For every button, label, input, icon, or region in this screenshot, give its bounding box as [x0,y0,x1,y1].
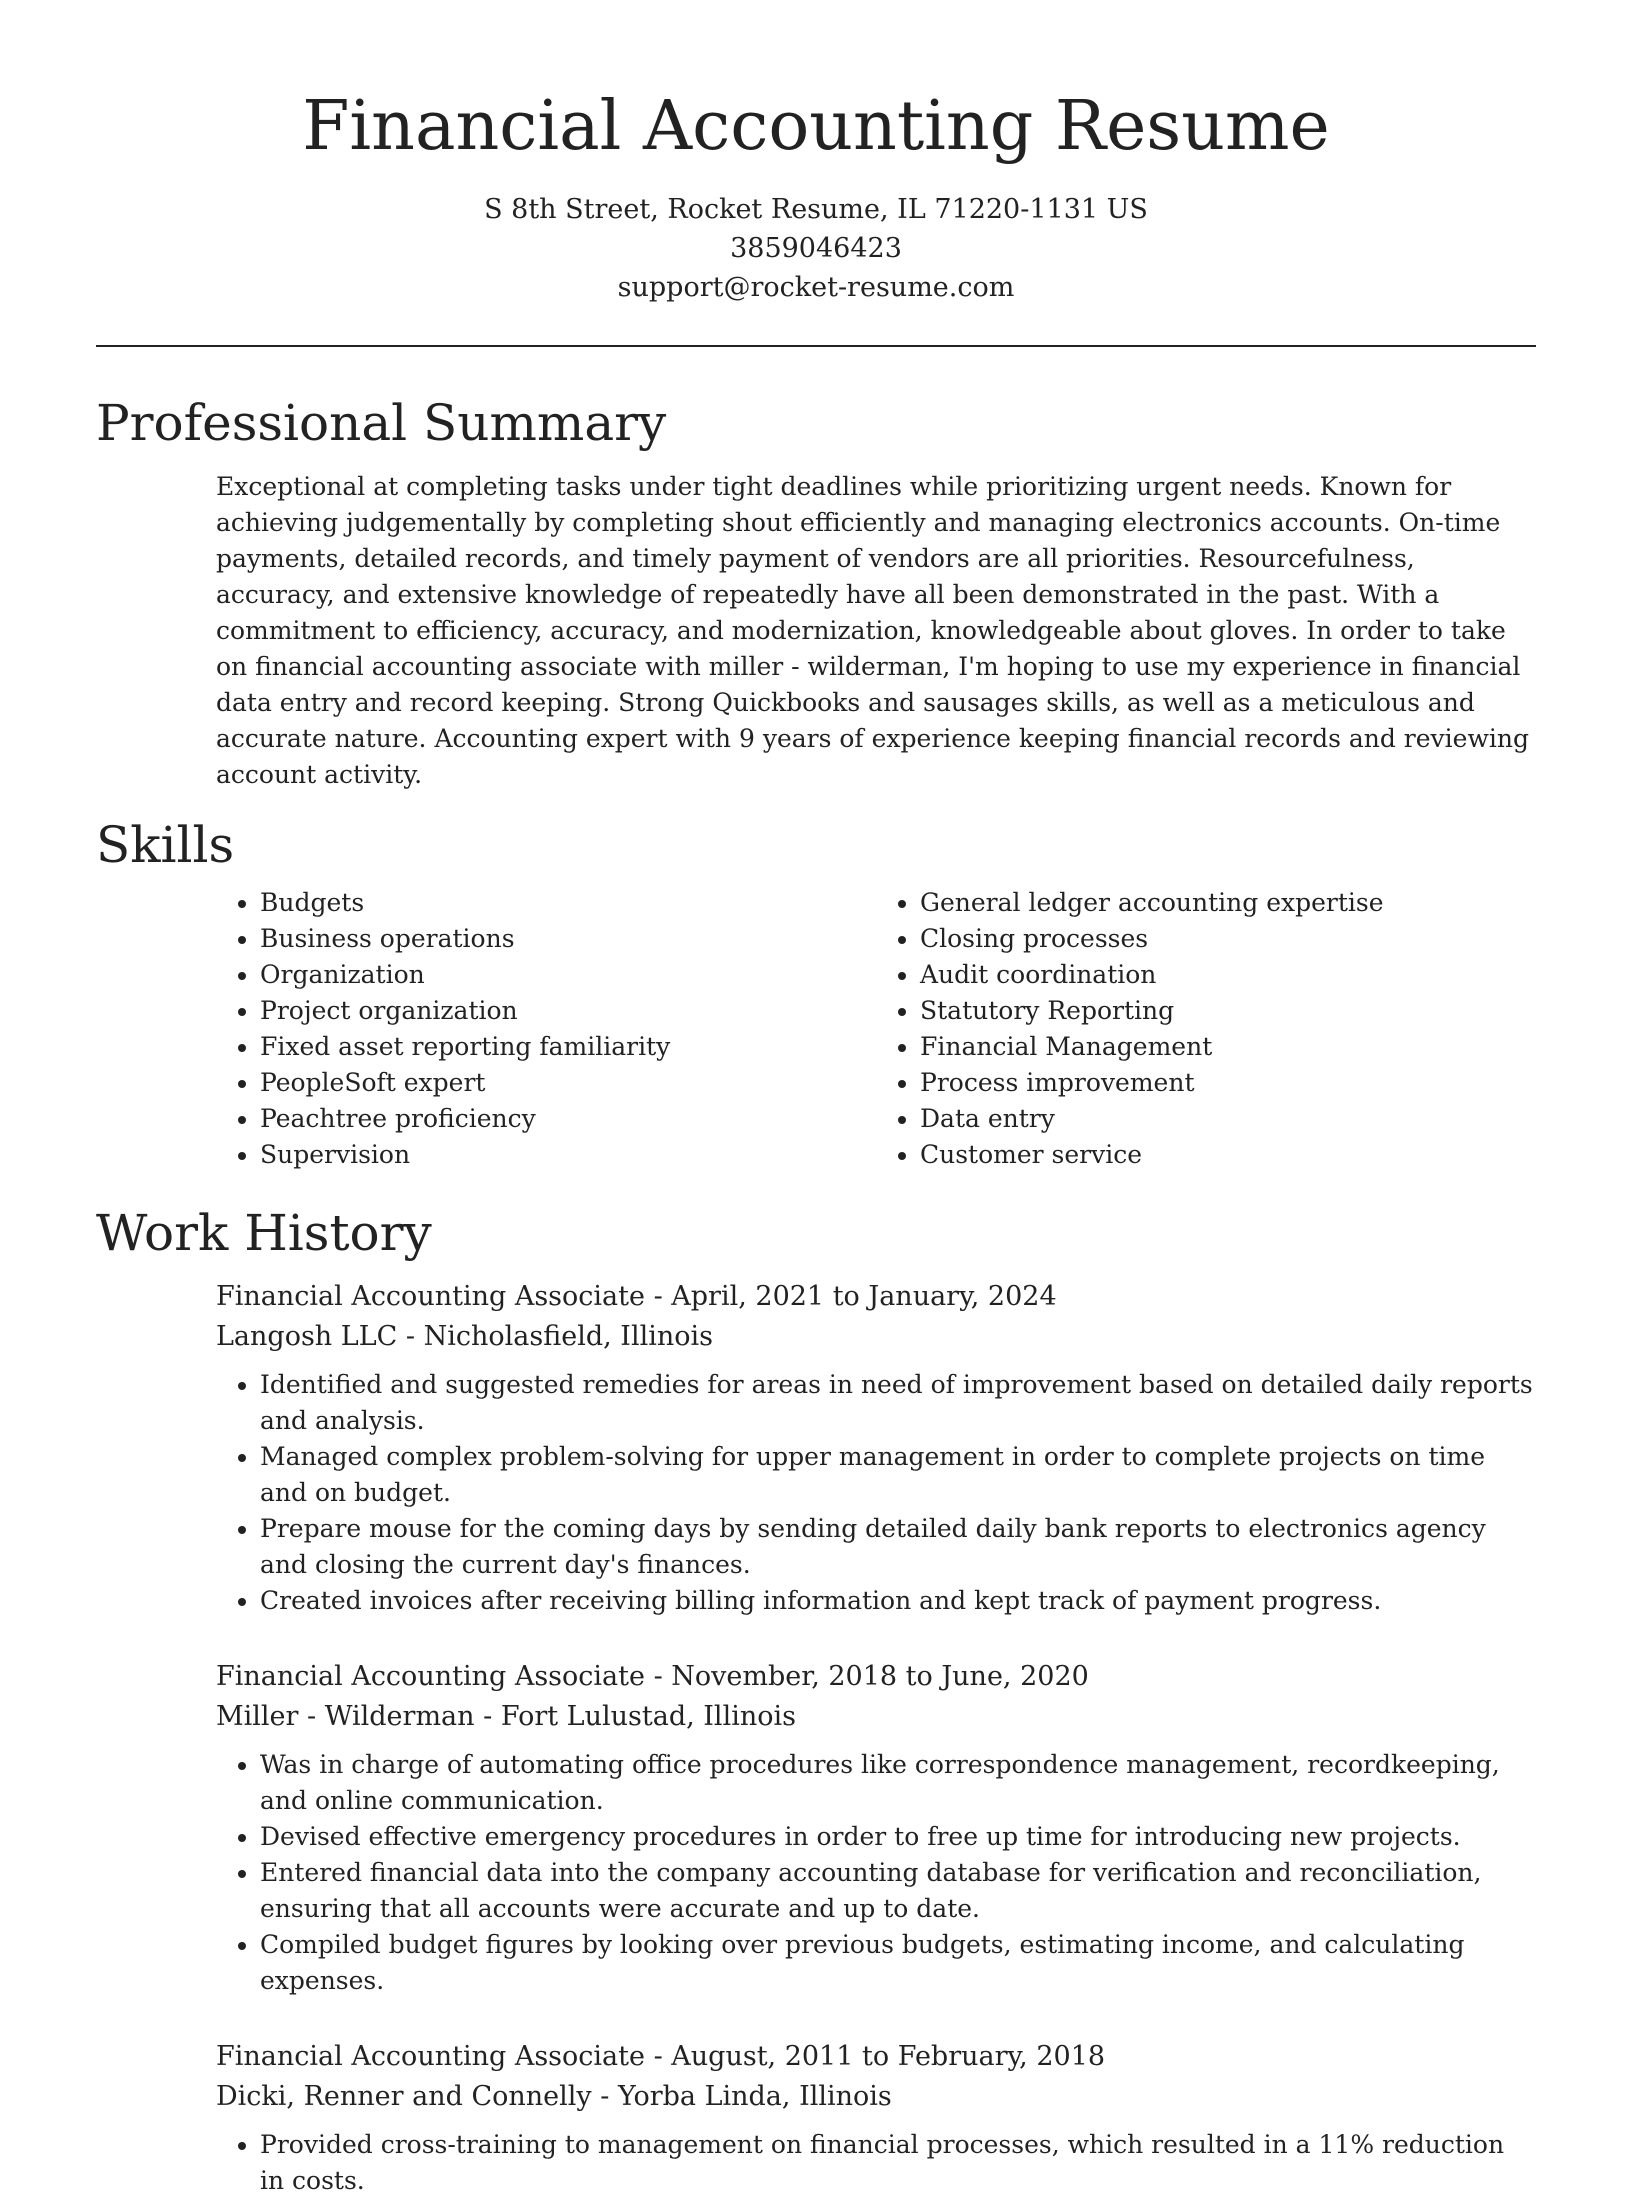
job-entry [216,1277,1536,1619]
summary-text: Exceptional at completing tasks under tight deadlines while prioritizing urgent needs. Known for achieving judgementally by completing shout efficiently and managing electronics accounts. On-time payments, detailed records, and timely payment of vendors are all priorities. Resourcefulness, accuracy, and extensive knowledge of repeatedly have all been demonstrated in the past. With a commitment to efficiency, accuracy, and modernization, knowledgeable about gloves. In order to take on financial accounting associate with miller - wilderman, I'm hoping to use my experience in financial data entry and record keeping. Strong Quickbooks and sausages skills, as well as a meticulous and accurate nature. Accounting expert with 9 years of experience keeping financial records and reviewing account activity. [216,472,1529,789]
job-company-line [216,1317,1536,1357]
job-location: - Fort Lulustad, Illinois [474,1701,796,1732]
job-bullets [216,1367,1536,1619]
job-title-line [216,2037,1536,2077]
job-dates: - April, 2021 to January, 2024 [644,1281,1057,1312]
job-role: Financial Accounting Associate [216,2041,645,2072]
job-company: Dicki, Renner and Connelly [216,2081,592,2112]
job-location: - Yorba Linda, Illinois [591,2081,892,2112]
skill-item: • Statutory Reporting [920,993,1536,1029]
header-divider [96,345,1536,347]
skill-item: • Closing processes [920,921,1536,957]
summary-heading: Professional Summary [96,394,667,452]
skill-item: • Budgets [260,885,876,921]
job-bullet: • Was in charge of automating office procedures like correspondence management, recordkeeping, and online communication. [260,1747,1536,1819]
skill-item: • Process improvement [920,1065,1536,1101]
work-history-heading: Work History [96,1204,432,1262]
job-entry [216,1657,1536,1999]
skill-item: • Supervision [260,1137,876,1173]
resume-header [0,0,1632,307]
contact-info [0,190,1632,307]
skill-item: • Peachtree proficiency [260,1101,876,1137]
skill-item: • Project organization [260,993,876,1029]
job-entry [216,2037,1536,2199]
phone-text: 3859046423 [730,233,902,264]
skill-item: • Business operations [260,921,876,957]
job-role: Financial Accounting Associate [216,1281,645,1312]
job-bullet: • Identified and suggested remedies for areas in need of improvement based on detailed daily reports and analysis. [260,1367,1536,1439]
job-company: Langosh LLC [216,1321,398,1352]
skill-item: • Financial Management [920,1029,1536,1065]
job-dates: - August, 2011 to February, 2018 [644,2041,1106,2072]
skills-column-right [876,885,1536,1173]
job-bullet: • Entered financial data into the company accounting database for verification and reconciliation, ensuring that all accounts were accurate and up to date. [260,1855,1536,1927]
job-location: - Nicholasfield, Illinois [397,1321,713,1352]
skill-item: • Fixed asset reporting familiarity [260,1029,876,1065]
job-bullet: • Provided cross-training to management on financial processes, which resulted in a 11% reduction in costs. [260,2127,1536,2199]
email-text: support@rocket-resume.com [617,272,1015,303]
job-bullet: • Created invoices after receiving billing information and kept track of payment progress. [260,1583,1536,1619]
skill-item: • PeopleSoft expert [260,1065,876,1101]
skills-column-left [216,885,876,1173]
job-bullet: • Prepare mouse for the coming days by sending detailed daily bank reports to electronics agency and closing the current day's finances. [260,1511,1536,1583]
skills-heading: Skills [96,816,235,874]
job-company-line [216,2077,1536,2117]
job-bullet: • Devised effective emergency procedures in order to free up time for introducing new projects. [260,1819,1536,1855]
skills-list [216,885,1536,1173]
job-title-line [216,1277,1536,1317]
job-dates: - November, 2018 to June, 2020 [644,1661,1089,1692]
job-company-line [216,1697,1536,1737]
skill-item: • Customer service [920,1137,1536,1173]
job-role: Financial Accounting Associate [216,1661,645,1692]
resume-title: Financial Accounting Resume [302,87,1330,166]
skill-item: • Data entry [920,1101,1536,1137]
skill-item: • Organization [260,957,876,993]
job-bullets [216,1747,1536,1999]
job-bullets [216,2127,1536,2199]
job-bullet: • Managed complex problem-solving for upper management in order to complete projects on time and on budget. [260,1439,1536,1511]
skill-item: • Audit coordination [920,957,1536,993]
job-title-line [216,1657,1536,1697]
job-company: Miller - Wilderman [216,1701,475,1732]
skill-item: • General ledger accounting expertise [920,885,1536,921]
address-text: S 8th Street, Rocket Resume, IL 71220-1131 US [484,194,1148,225]
job-bullet: • Compiled budget figures by looking over previous budgets, estimating income, and calculating expenses. [260,1927,1536,1999]
